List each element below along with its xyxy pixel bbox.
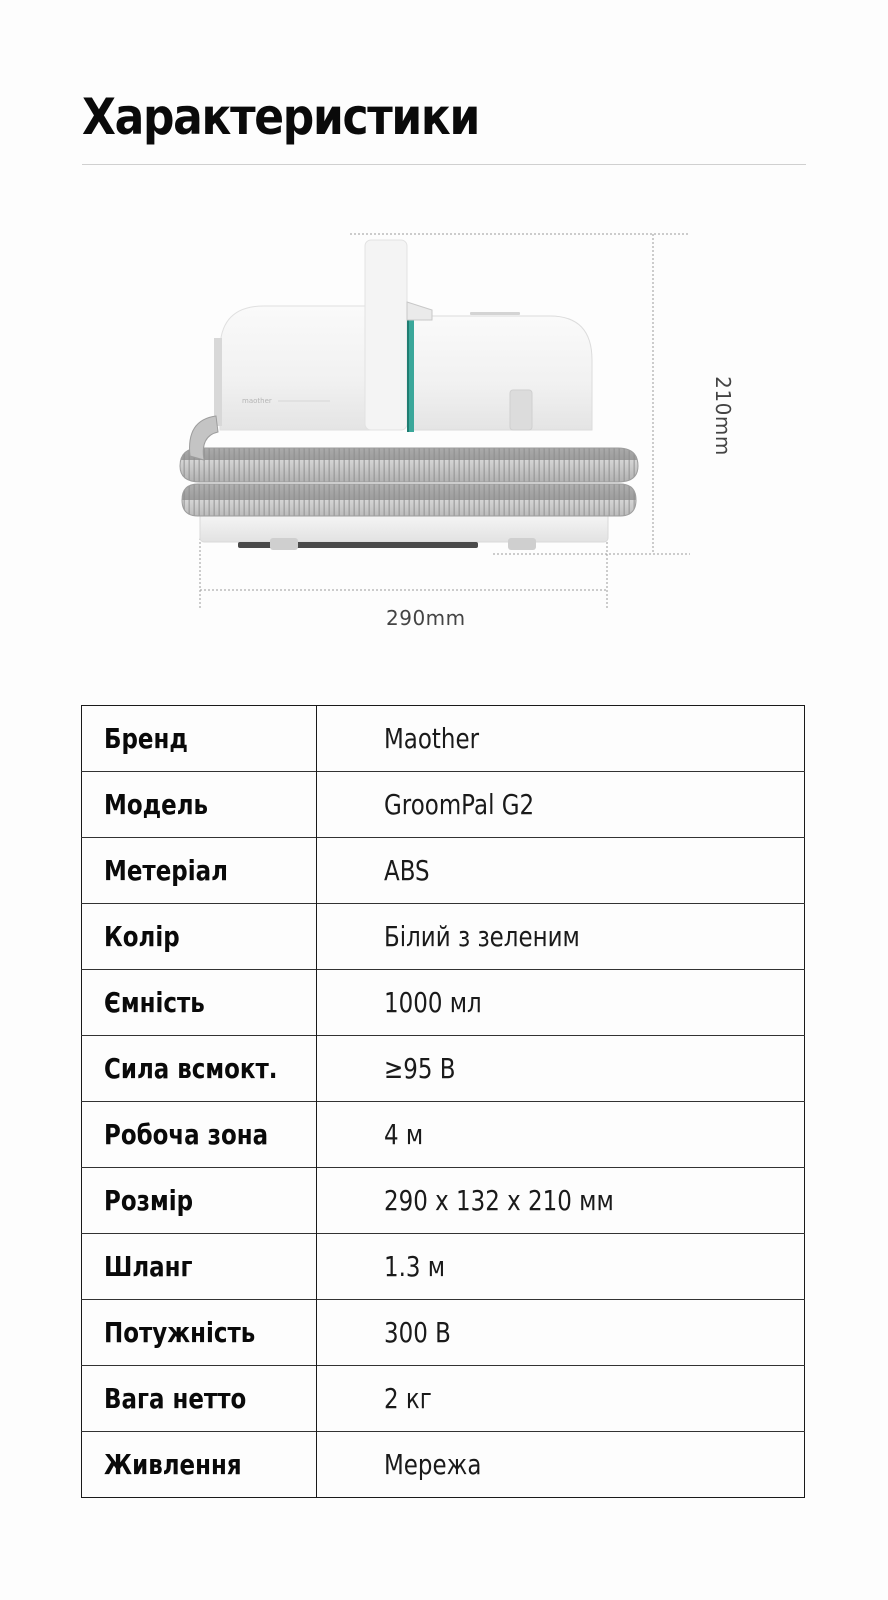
spec-value-cell — [316, 1300, 804, 1366]
spec-key-cell — [82, 1168, 317, 1234]
spec-key: Ємність — [104, 985, 205, 1019]
product-dimension-illustration — [160, 220, 720, 630]
spec-key: Потужність — [104, 1315, 256, 1349]
spec-value: 300 В — [383, 1315, 451, 1349]
table-row — [82, 1168, 805, 1234]
page-title: Характеристики — [82, 88, 479, 146]
spec-value: Білий з зеленим — [383, 919, 580, 953]
spec-value: Maother — [383, 721, 479, 755]
spec-value: Мережа — [383, 1447, 482, 1481]
table-row — [82, 1234, 805, 1300]
spec-value: GroomPal G2 — [383, 787, 534, 821]
table-row — [82, 1366, 805, 1432]
spec-key: Метеріал — [104, 853, 228, 887]
spec-value-cell — [316, 706, 804, 772]
table-row — [82, 1036, 805, 1102]
spec-value-cell — [316, 1366, 804, 1432]
spec-key-cell — [82, 1036, 317, 1102]
spec-key-cell — [82, 838, 317, 904]
spec-value: 1.3 м — [383, 1249, 445, 1283]
spec-value: ABS — [383, 853, 430, 887]
spec-key-cell — [82, 1234, 317, 1300]
table-row — [82, 706, 805, 772]
spec-key-cell — [82, 1366, 317, 1432]
spec-table — [81, 705, 805, 1498]
spec-value: 1000 мл — [383, 985, 482, 1019]
width-dimension-label: 290mm — [386, 606, 466, 630]
spec-key: Живлення — [104, 1447, 242, 1481]
spec-value-cell — [316, 1168, 804, 1234]
spec-value-cell — [316, 1234, 804, 1300]
spec-key: Вага нетто — [104, 1381, 247, 1415]
table-row — [82, 904, 805, 970]
spec-key: Колір — [104, 919, 180, 953]
svg-text:maother: maother — [242, 397, 272, 405]
spec-key-cell — [82, 706, 317, 772]
height-dimension-label: 210mm — [711, 376, 735, 456]
spec-key: Шланг — [104, 1249, 193, 1283]
spec-value: 4 м — [383, 1117, 423, 1151]
table-row — [82, 772, 805, 838]
spec-key-cell — [82, 772, 317, 838]
spec-value-cell — [316, 1102, 804, 1168]
spec-value-cell — [316, 838, 804, 904]
groomer-device-image — [160, 220, 720, 630]
spec-key: Сила всмокт. — [104, 1051, 278, 1085]
table-row — [82, 1102, 805, 1168]
spec-key: Бренд — [104, 721, 188, 755]
spec-key-cell — [82, 904, 317, 970]
spec-key-cell — [82, 1102, 317, 1168]
spec-key: Модель — [104, 787, 209, 821]
spec-key-cell — [82, 1432, 317, 1498]
spec-value-cell — [316, 1432, 804, 1498]
spec-value-cell — [316, 904, 804, 970]
spec-value: 2 кг — [383, 1381, 432, 1415]
spec-key-cell — [82, 1300, 317, 1366]
spec-key: Робоча зона — [104, 1117, 269, 1151]
table-row — [82, 838, 805, 904]
spec-value-cell — [316, 970, 804, 1036]
spec-key: Розмір — [104, 1183, 194, 1217]
title-divider — [82, 164, 806, 165]
spec-key-cell — [82, 970, 317, 1036]
spec-value-cell — [316, 1036, 804, 1102]
spec-value: ≥95 В — [383, 1051, 456, 1085]
table-row — [82, 1432, 805, 1498]
table-row — [82, 970, 805, 1036]
spec-value-cell — [316, 772, 804, 838]
table-row — [82, 1300, 805, 1366]
spec-value: 290 x 132 x 210 мм — [383, 1183, 614, 1217]
